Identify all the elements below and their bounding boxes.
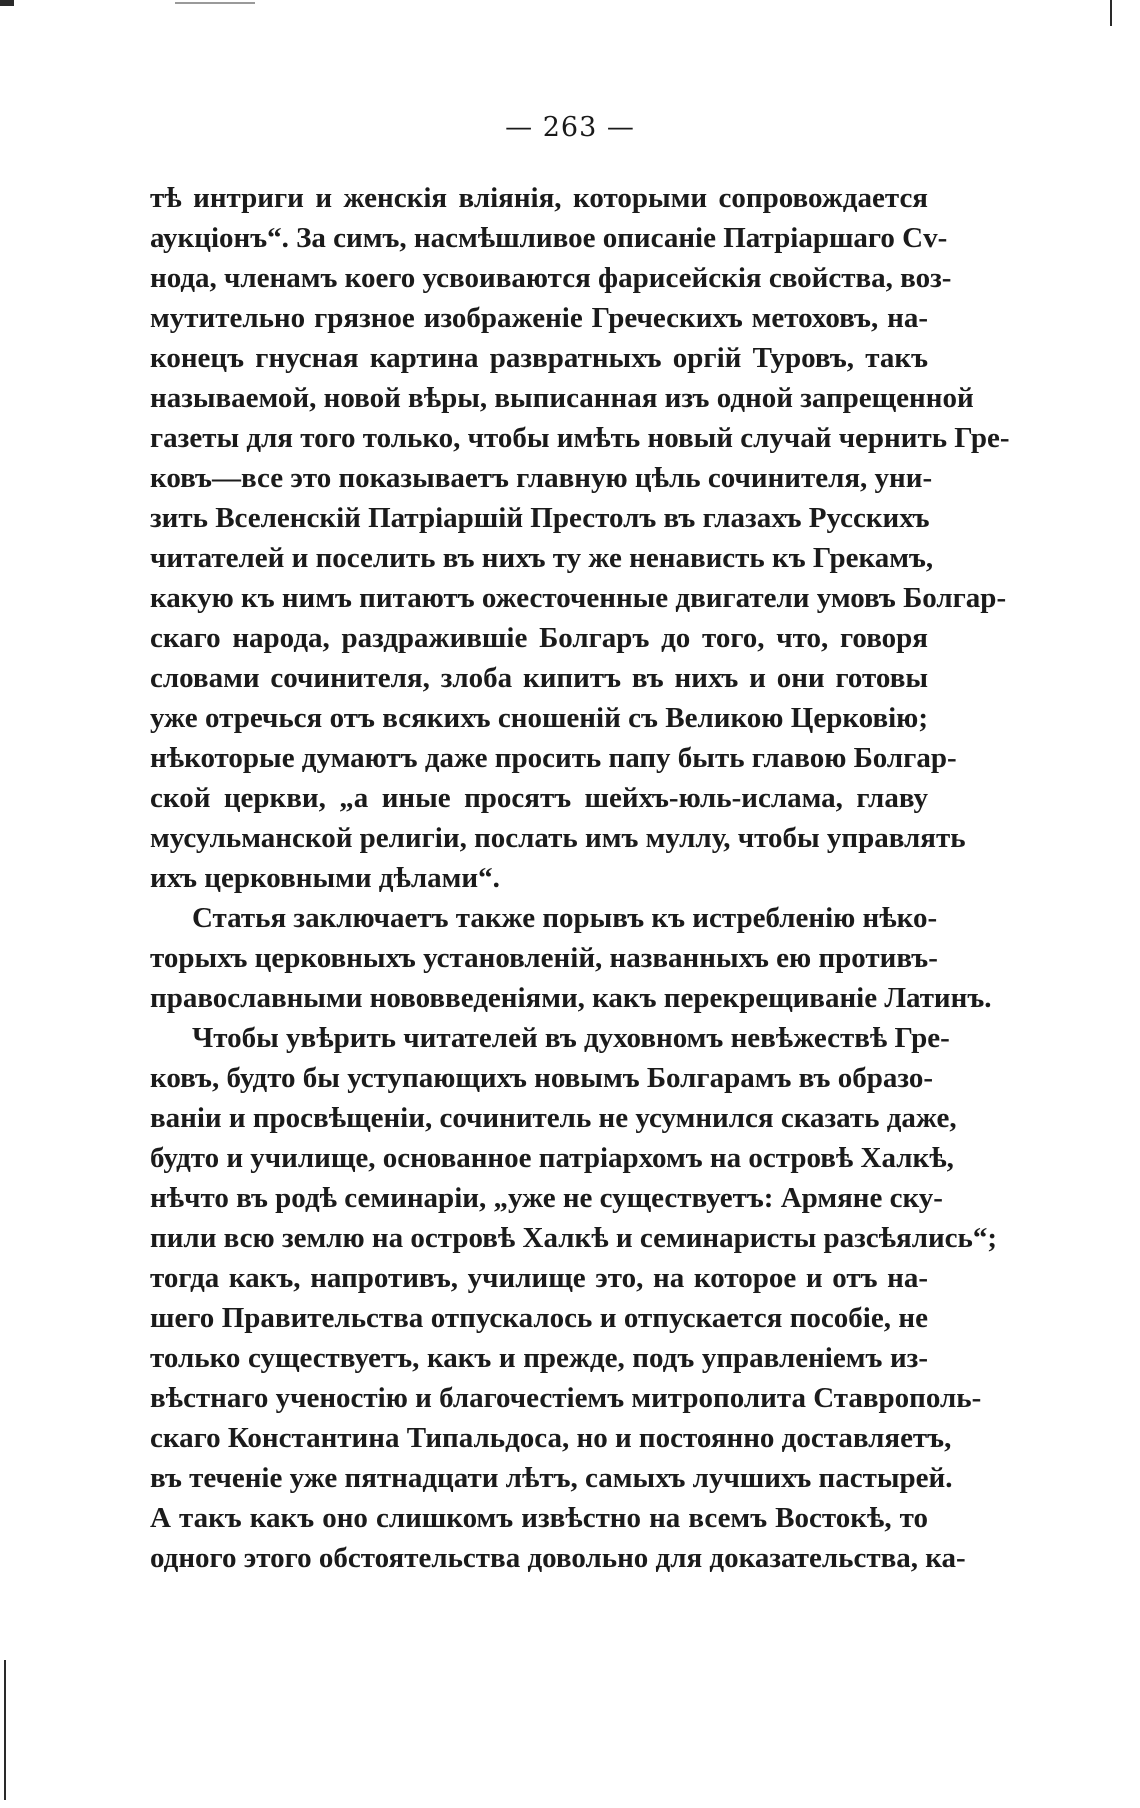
text-line: будто и училище, основанное патріархомъ на островѣ Халкѣ, xyxy=(150,1142,954,1174)
text-line: православными нововведеніями, какъ перекрещиваніе Латинъ. xyxy=(150,982,992,1014)
text-line: ковъ, будто бы уступающихъ новымъ Болгарамъ въ образо- xyxy=(150,1062,933,1094)
text-line: зить Вселенскій Патріаршій Престолъ въ глазахъ Русскихъ xyxy=(150,502,930,534)
text-line: мусульманской религіи, послать имъ муллу, чтобы управлять xyxy=(150,822,966,854)
text-line: торыхъ церковныхъ установленій, названныхъ ею противъ- xyxy=(150,942,938,974)
text-line: шего Правительства отпускалось и отпускается пособіе, не xyxy=(150,1302,928,1334)
text-line: только существуетъ, какъ и прежде, подъ управленіемъ из- xyxy=(150,1342,928,1374)
text-line: тѣ интриги и женскія вліянія, которыми сопровождается xyxy=(150,182,928,214)
text-line: въ теченіе уже пятнадцати лѣтъ, самыхъ лучшихъ пастырей. xyxy=(150,1462,953,1494)
text-line: скаго народа, раздражившіе Болгаръ до того, что, говоря xyxy=(150,622,928,654)
text-line: А такъ какъ оно слишкомъ извѣстно на всемъ Востокѣ, то xyxy=(150,1502,928,1534)
scan-edge-mark-right xyxy=(1110,0,1112,26)
text-line: тогда какъ, напротивъ, училище это, на которое и отъ на- xyxy=(150,1262,928,1294)
text-line: Чтобы увѣрить читателей въ духовномъ невѣжествѣ Гре- xyxy=(192,1022,950,1054)
text-line: вѣстнаго ученостію и благочестіемъ митрополита Ставрополь- xyxy=(150,1382,982,1414)
text-line: называемой, новой вѣры, выписанная изъ одной запрещенной xyxy=(150,382,974,414)
text-line: мутительно грязное изображеніе Греческихъ метоховъ, на- xyxy=(150,302,928,334)
text-line: какую къ нимъ питаютъ ожесточенные двигатели умовъ Болгар- xyxy=(150,582,1007,614)
text-line: нода, членамъ коего усвоиваются фарисейскія свойства, воз- xyxy=(150,262,952,294)
text-line: нѣкоторые думаютъ даже просить папу быть главою Болгар- xyxy=(150,742,957,774)
text-line: газеты для того только, чтобы имѣть новый случай чернить Гре- xyxy=(150,422,1010,454)
text-line: читателей и поселить въ нихъ ту же ненависть къ Грекамъ, xyxy=(150,542,934,574)
text-line: аукціонъ“. За симъ, насмѣшливое описаніе Патріаршаго Сv- xyxy=(150,222,948,254)
text-line: Статья заключаетъ также порывъ къ истребленію нѣко- xyxy=(192,902,938,934)
text-line: словами сочинителя, злоба кипитъ въ нихъ и они готовы xyxy=(150,662,928,694)
text-line: уже отречься отъ всякихъ сношеній съ Великою Церковію; xyxy=(150,702,928,734)
scan-edge-mark-left xyxy=(4,1660,6,1800)
scan-edge-mark-top-left xyxy=(0,0,14,6)
scan-edge-mark-top xyxy=(175,2,255,4)
text-line: конецъ гнусная картина развратныхъ оргій Туровъ, такъ xyxy=(150,342,928,374)
text-line: нѣчто въ родѣ семинаріи, „уже не существуетъ: Армяне ску- xyxy=(150,1182,943,1214)
text-line: ваніи и просвѣщеніи, сочинитель не усумнился сказать даже, xyxy=(150,1102,957,1134)
text-line: пили всю землю на островѣ Халкѣ и семинаристы разсѣялись“; xyxy=(150,1222,998,1254)
text-line: ихъ церковными дѣлами“. xyxy=(150,862,500,894)
text-line: скаго Константина Типальдоса, но и постоянно доставляетъ, xyxy=(150,1422,952,1454)
page-number: — 263 — xyxy=(505,112,635,143)
body-text xyxy=(150,178,1010,1578)
text-line: одного этого обстоятельства довольно для доказательства, ка- xyxy=(150,1542,966,1574)
text-line: ской церкви, „а иные просятъ шейхъ-юль-ислама, главу xyxy=(150,782,928,814)
text-line: ковъ—все это показываетъ главную цѣль сочинителя, уни- xyxy=(150,462,933,494)
